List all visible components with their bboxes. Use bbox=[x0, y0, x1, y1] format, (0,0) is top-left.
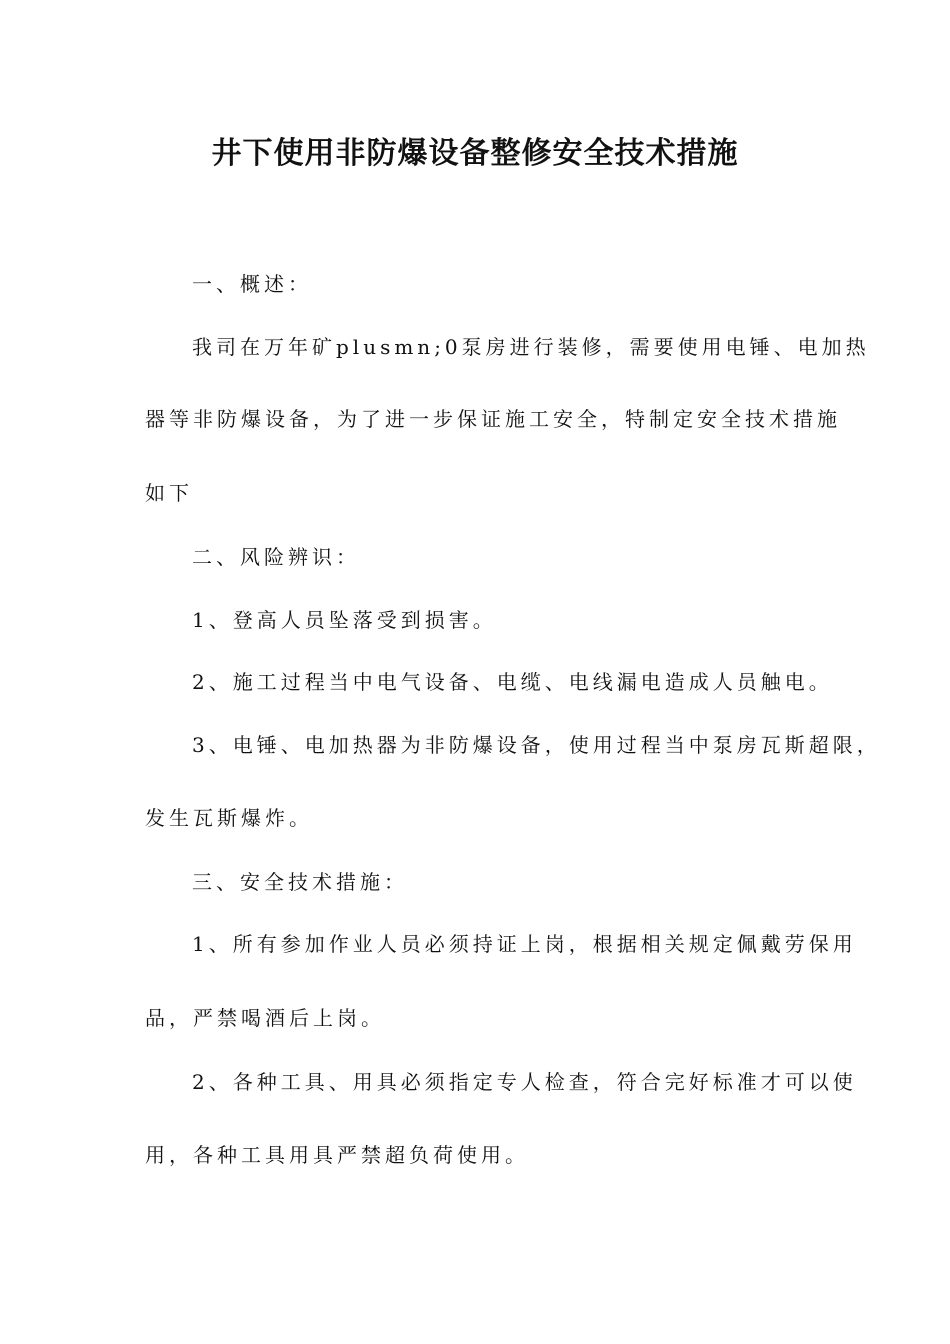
list-item: 2、各种工具、用具必须指定专人检查，符合完好标准才可以使 bbox=[192, 1070, 857, 1094]
list-item: 2、施工过程当中电气设备、电缆、电线漏电造成人员触电。 bbox=[192, 670, 833, 694]
paragraph-line: 如下 bbox=[145, 481, 193, 505]
document-title: 井下使用非防爆设备整修安全技术措施 bbox=[211, 136, 739, 171]
list-item-continuation: 品，严禁喝酒后上岗。 bbox=[145, 1006, 385, 1030]
paragraph-line: 器等非防爆设备，为了进一步保证施工安全，特制定安全技术措施 bbox=[145, 407, 841, 431]
section-heading-risk: 二、风险辨识： bbox=[192, 545, 360, 569]
section-heading-measures: 三、安全技术措施： bbox=[192, 870, 408, 894]
list-item: 3、电锤、电加热器为非防爆设备，使用过程当中泵房瓦斯超限， bbox=[192, 733, 881, 757]
paragraph-line: 我司在万年矿plusmn;0泵房进行装修，需要使用电锤、电加热 bbox=[192, 335, 870, 359]
section-heading-overview: 一、概述： bbox=[192, 272, 312, 296]
list-item-continuation: 发生瓦斯爆炸。 bbox=[145, 806, 313, 830]
list-item: 1、登高人员坠落受到损害。 bbox=[192, 608, 497, 632]
list-item: 1、所有参加作业人员必须持证上岗，根据相关规定佩戴劳保用 bbox=[192, 932, 857, 956]
list-item-continuation: 用，各种工具用具严禁超负荷使用。 bbox=[145, 1143, 529, 1167]
